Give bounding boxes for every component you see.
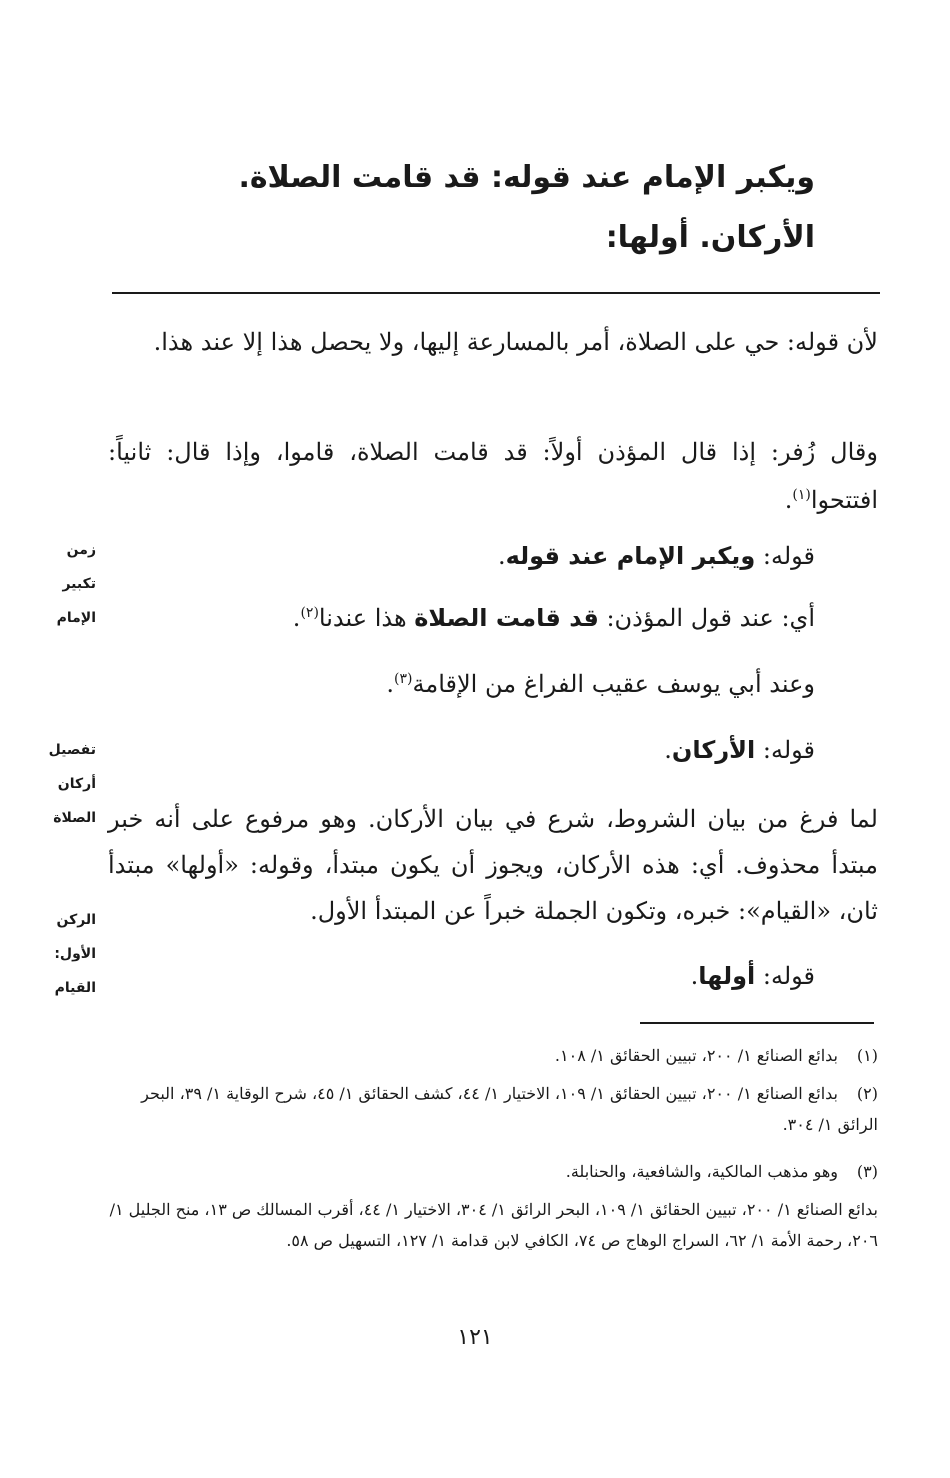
- commentary-paragraph-4: [386, 664, 815, 704]
- commentary-paragraph-1: لأن قوله: حي على الصلاة، أمر بالمسارعة إليها، ولا يحصل هذا إلا عند هذا.: [153, 328, 878, 356]
- footnote-text: بدائع الصنائع ١/ ٢٠٠، تبيين الحقائق ١/ ١٠٩، الاختيار ١/ ٤٤، كشف الحقائق ١/ ٤٥، شرح الوقاية ١/ ٣٩، البحر الرائق ١/ ٣٠٤.: [141, 1084, 878, 1134]
- paragraph-end: .: [784, 486, 793, 514]
- commentary-paragraph-3: [293, 598, 815, 638]
- margin-word: أركان: [57, 776, 96, 792]
- paragraph-end: .: [386, 670, 395, 698]
- quote-matn: الأركان: [671, 736, 756, 764]
- quote-end: .: [497, 542, 506, 570]
- quote-heading-3: [691, 956, 815, 996]
- footnote-2: [98, 1078, 878, 1140]
- margin-note-pillars: [18, 733, 96, 835]
- footnote-ref-1: (١): [792, 487, 811, 503]
- margin-word: تفصيل: [48, 742, 96, 758]
- quote-end: .: [664, 736, 672, 764]
- quote-matn: ويكبر الإمام عند قوله: [505, 542, 756, 570]
- paragraph-text: وعند أبي يوسف عقيب الفراغ من الإقامة: [412, 670, 815, 698]
- footnote-3: [98, 1156, 878, 1187]
- quote-end: .: [690, 962, 699, 990]
- paragraph-text: هذا عندنا: [318, 604, 415, 632]
- footnote-3-sources: بدائع الصنائع ١/ ٢٠٠، تبيين الحقائق ١/ ١٠٩، البحر الرائق ١/ ٣٠٤، الاختيار ١/ ٤٤، أقرب المسالك ص ١٣، منح الجليل ١/ ٢٠٦، رحمة الأمة ١/ ٦٢، السراج الوهاج ص ٧٤، الكافي لابن قدامة ١/ ١٢٧، التسهيل ص ٥٨.: [109, 1200, 878, 1250]
- quote-heading-2: [664, 730, 815, 770]
- margin-word: الركن: [56, 912, 96, 928]
- margin-word: الصلاة: [53, 810, 96, 826]
- footnote-ref-2: (٢): [300, 605, 319, 621]
- paragraph-text: أي: عند قول المؤذن:: [598, 604, 815, 632]
- margin-word: الأول:: [54, 946, 96, 962]
- margin-note-first-pillar: [18, 903, 96, 1005]
- page-number: ١٢١: [457, 1325, 493, 1350]
- footnote-number: (٣): [856, 1162, 878, 1181]
- quote-matn: أولها: [698, 962, 756, 990]
- footnote-text: بدائع الصنائع ١/ ٢٠٠، تبيين الحقائق ١/ ١٠٨.: [554, 1046, 838, 1065]
- matn-line-1: ويكبر الإمام عند قوله: قد قامت الصلاة.: [238, 160, 815, 195]
- matn-divider: [112, 292, 880, 294]
- margin-word: زمن: [66, 542, 96, 558]
- matn-line-2: الأركان. أولها:: [605, 220, 815, 255]
- footnote-ref-3: (٣): [394, 671, 413, 687]
- margin-word: الإمام: [56, 610, 96, 626]
- margin-note-imam-takbir: [18, 533, 96, 635]
- margin-word: تكبير: [62, 576, 96, 592]
- footnote-divider: [640, 1022, 874, 1024]
- quote-prefix: قوله:: [755, 542, 815, 570]
- margin-word: القيام: [54, 980, 96, 996]
- footnote-number: (١): [856, 1046, 878, 1065]
- footnote-number: (٢): [856, 1084, 878, 1103]
- paragraph-text: وقال زُفر: إذا قال المؤذن أولاً: قد قامت الصلاة، قاموا، وإذا قال: ثانياً: افتتحوا: [108, 438, 878, 514]
- commentary-paragraph-5: لما فرغ من بيان الشروط، شرع في بيان الأركان. وهو مرفوع على أنه خبر مبتدأ محذوف. أي: هذه الأركان، ويجوز أن يكون مبتدأ، وقوله: «أولها» مبتدأ ثان، «القيام»: خبره، وتكون الجملة خبراً عن المبتدأ الأول.: [108, 805, 878, 925]
- quote-prefix: قوله:: [755, 736, 815, 764]
- paragraph-end: .: [292, 604, 301, 632]
- footnote-1: [98, 1040, 878, 1071]
- quote-matn: قد قامت الصلاة: [414, 604, 599, 632]
- commentary-paragraph-2: [108, 428, 878, 524]
- quote-heading-1: [498, 536, 815, 576]
- footnote-text: وهو مذهب المالكية، والشافعية، والحنابلة.: [565, 1162, 838, 1181]
- quote-prefix: قوله:: [755, 962, 815, 990]
